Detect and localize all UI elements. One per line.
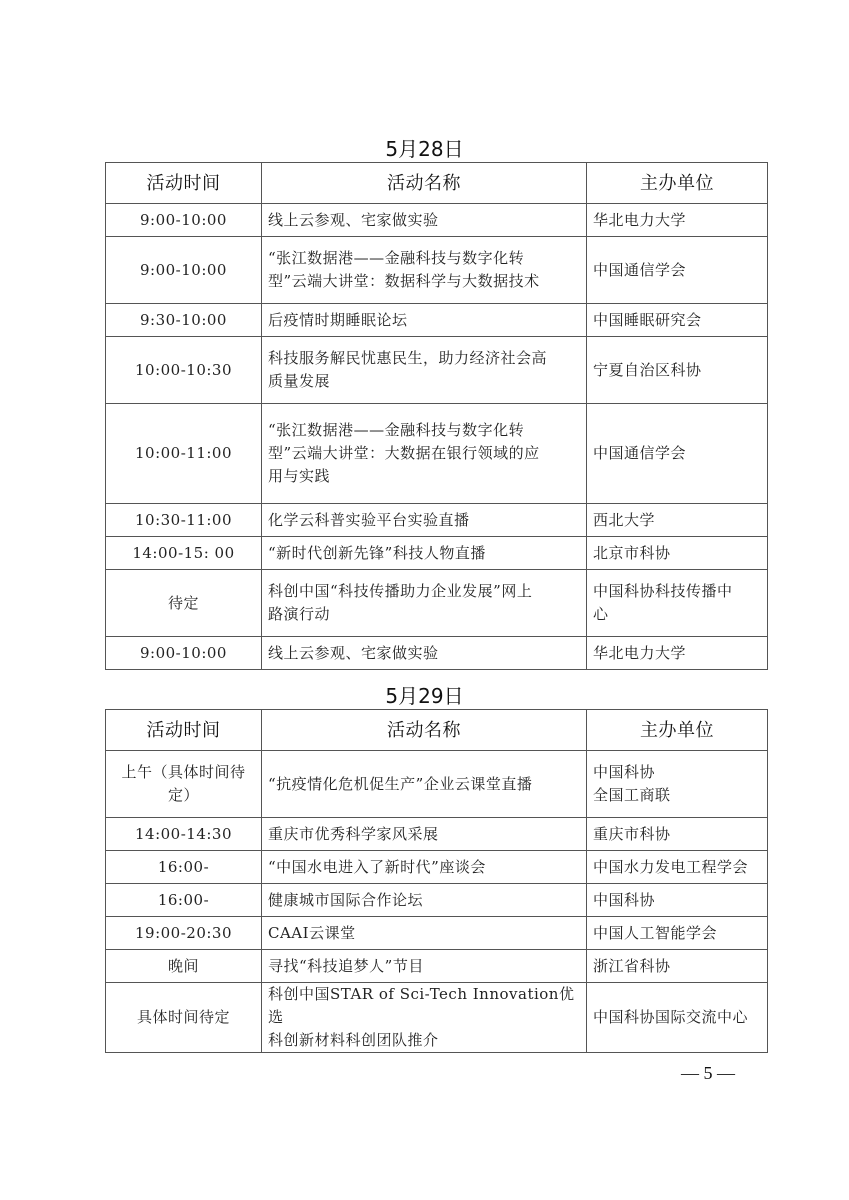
cell-name-text: “张江数据港——金融科技与数字化转 型”云端大讲堂：大数据在银行领域的应 用与实践 [268, 421, 540, 485]
cell-time: 具体时间待定 [106, 983, 262, 1053]
header-name: 活动名称 [262, 710, 587, 751]
cell-name-text: 科创中国“科技传播助力企业发展”网上 路演行动 [268, 582, 533, 623]
cell-time: 待定 [106, 570, 262, 637]
cell-time: 10:00-10:30 [106, 337, 262, 404]
cell-org: 中国科协国际交流中心 [587, 983, 768, 1053]
cell-name: 寻找“科技追梦人”节目 [262, 950, 587, 983]
table-row [106, 917, 768, 950]
cell-time: 14:00-14:30 [106, 818, 262, 851]
table-row [106, 537, 768, 570]
table-row [106, 751, 768, 818]
cell-name-text: 科创中国STAR of Sci-Tech Innovation优选 科创新材料科创团队推介 [268, 985, 575, 1049]
cell-name [262, 983, 587, 1053]
table-header-row [106, 163, 768, 204]
cell-org: 中国水力发电工程学会 [587, 851, 768, 884]
cell-name: 后疫情时期睡眠论坛 [262, 304, 587, 337]
table-row [106, 637, 768, 670]
cell-org: 中国通信学会 [587, 237, 768, 304]
cell-name: 重庆市优秀科学家风采展 [262, 818, 587, 851]
cell-time: 16:00- [106, 884, 262, 917]
cell-name-text: “张江数据港——金融科技与数字化转 型”云端大讲堂：数据科学与大数据技术 [268, 249, 540, 290]
cell-org: 华北电力大学 [587, 204, 768, 237]
cell-name [262, 237, 587, 304]
cell-org: 华北电力大学 [587, 637, 768, 670]
table-row [106, 851, 768, 884]
cell-time-text: 上午（具体时间待 定） [121, 763, 246, 804]
table-row [106, 884, 768, 917]
cell-time: 16:00- [106, 851, 262, 884]
table-header-row [106, 710, 768, 751]
cell-time [106, 751, 262, 818]
cell-time: 14:00-15: 00 [106, 537, 262, 570]
day1-schedule-table [105, 162, 768, 670]
header-org: 主办单位 [587, 710, 768, 751]
cell-org: 北京市科协 [587, 537, 768, 570]
day1-title: 5月28日 [385, 137, 464, 161]
table-row [106, 304, 768, 337]
cell-time: 19:00-20:30 [106, 917, 262, 950]
table-row [106, 950, 768, 983]
cell-name: “抗疫情化危机促生产”企业云课堂直播 [262, 751, 587, 818]
cell-name: CAAI云课堂 [262, 917, 587, 950]
table-row [106, 818, 768, 851]
cell-name: 健康城市国际合作论坛 [262, 884, 587, 917]
cell-org [587, 570, 768, 637]
header-time: 活动时间 [106, 163, 262, 204]
cell-org: 中国通信学会 [587, 404, 768, 504]
cell-time: 9:00-10:00 [106, 637, 262, 670]
cell-name: 线上云参观、宅家做实验 [262, 204, 587, 237]
day2-schedule-table [105, 709, 768, 1053]
cell-name: 线上云参观、宅家做实验 [262, 637, 587, 670]
header-org: 主办单位 [587, 163, 768, 204]
cell-name: 化学云科普实验平台实验直播 [262, 504, 587, 537]
table-row [106, 504, 768, 537]
cell-org: 中国人工智能学会 [587, 917, 768, 950]
cell-name-text: 科技服务解民忧惠民生，助力经济社会高 质量发展 [268, 349, 548, 390]
cell-org [587, 751, 768, 818]
cell-name [262, 337, 587, 404]
cell-org: 西北大学 [587, 504, 768, 537]
cell-org: 重庆市科协 [587, 818, 768, 851]
cell-time: 9:30-10:00 [106, 304, 262, 337]
cell-name: “中国水电进入了新时代”座谈会 [262, 851, 587, 884]
cell-org-text: 中国科协 全国工商联 [593, 763, 671, 804]
header-time: 活动时间 [106, 710, 262, 751]
cell-name: “新时代创新先锋”科技人物直播 [262, 537, 587, 570]
cell-time: 9:00-10:00 [106, 204, 262, 237]
cell-time: 10:30-11:00 [106, 504, 262, 537]
table-row [106, 570, 768, 637]
cell-org: 浙江省科协 [587, 950, 768, 983]
day2-title: 5月29日 [385, 684, 464, 708]
table-row [106, 337, 768, 404]
cell-time: 10:00-11:00 [106, 404, 262, 504]
cell-name [262, 570, 587, 637]
table-row [106, 983, 768, 1053]
cell-org: 宁夏自治区科协 [587, 337, 768, 404]
cell-org: 中国科协 [587, 884, 768, 917]
table-row [106, 204, 768, 237]
cell-time: 9:00-10:00 [106, 237, 262, 304]
page-number: — 5 — [681, 1063, 735, 1083]
cell-name [262, 404, 587, 504]
table-row [106, 237, 768, 304]
header-name: 活动名称 [262, 163, 587, 204]
cell-time: 晚间 [106, 950, 262, 983]
cell-org: 中国睡眠研究会 [587, 304, 768, 337]
table-row [106, 404, 768, 504]
cell-org-text: 中国科协科技传播中 心 [593, 582, 733, 623]
